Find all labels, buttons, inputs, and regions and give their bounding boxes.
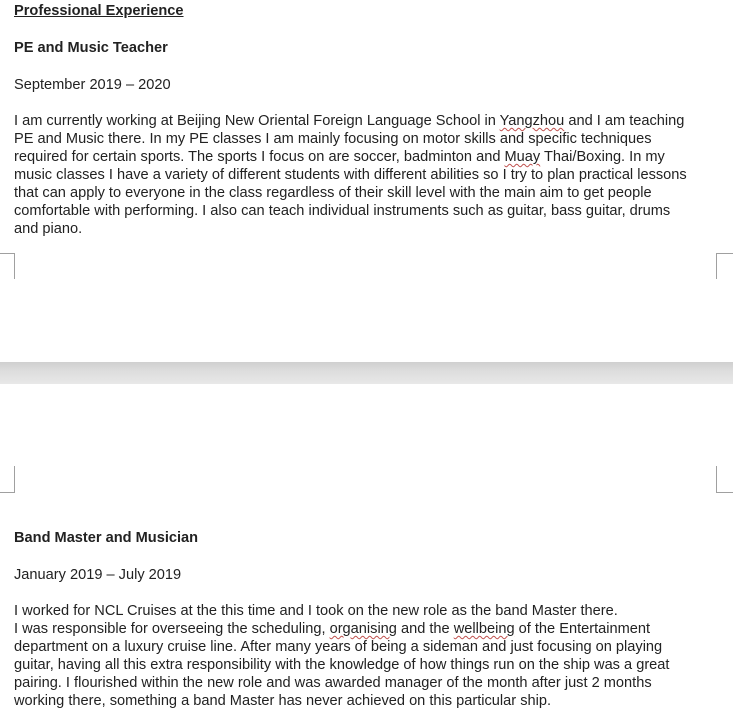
paragraph-line[interactable]: I worked for NCL Cruises at the this time and I took on the new role as the band Master there. xyxy=(14,603,618,619)
paragraph-line[interactable]: guitar, having all this extra responsibility with the knowledge of how things run on the ship was a great xyxy=(14,657,670,673)
page-separator xyxy=(0,362,733,384)
margin-corner-marker xyxy=(716,253,733,279)
paragraph-line[interactable]: I am currently working at Beijing New Oriental Foreign Language School in Yangzhou and I am teaching xyxy=(14,113,685,129)
paragraph-line[interactable]: music classes I have a variety of different students with different abilities so I try to plan practical lessons xyxy=(14,167,687,183)
paragraph-line[interactable]: working there, something a band Master has never achieved on this particular ship. xyxy=(14,693,552,709)
spelling-flag[interactable]: wellbeing xyxy=(453,621,515,637)
paragraph-line[interactable]: required for certain sports. The sports I focus on are soccer, badminton and Muay Thai/Boxing. In my xyxy=(14,149,665,165)
margin-corner-marker xyxy=(0,253,15,279)
paragraph-line[interactable]: pairing. I flourished within the new role and was awarded manager of the month after just 2 months xyxy=(14,675,652,691)
spelling-flag[interactable]: organising xyxy=(329,621,397,637)
spelling-flag[interactable]: Yangzhou xyxy=(499,113,565,129)
job-dates[interactable]: September 2019 – 2020 xyxy=(14,77,171,93)
paragraph-line[interactable]: that can apply to everyone in the class regardless of their skill level with the main aim to get people xyxy=(14,185,652,201)
job-dates[interactable]: January 2019 – July 2019 xyxy=(14,567,182,583)
paragraph-line[interactable]: I was responsible for overseeing the scheduling, organising and the wellbeing of the Entertainment xyxy=(14,621,651,637)
section-heading: Professional Experience xyxy=(14,3,184,19)
job-title[interactable]: Band Master and Musician xyxy=(14,530,199,546)
paragraph-line[interactable]: PE and Music there. In my PE classes I am mainly focusing on motor skills and specific techniques xyxy=(14,131,652,147)
paragraph-line[interactable]: department on a luxury cruise line. After many years of being a sideman and just focusing on playing xyxy=(14,639,663,655)
margin-corner-marker xyxy=(0,466,15,493)
spelling-flag[interactable]: Muay xyxy=(504,149,541,165)
margin-corner-marker xyxy=(716,466,733,493)
paragraph-line[interactable]: and piano. xyxy=(14,221,83,237)
job-title[interactable]: PE and Music Teacher xyxy=(14,40,168,56)
paragraph-line[interactable]: comfortable with performing. I also can teach individual instruments such as guitar, bass guitar, drums xyxy=(14,203,671,219)
